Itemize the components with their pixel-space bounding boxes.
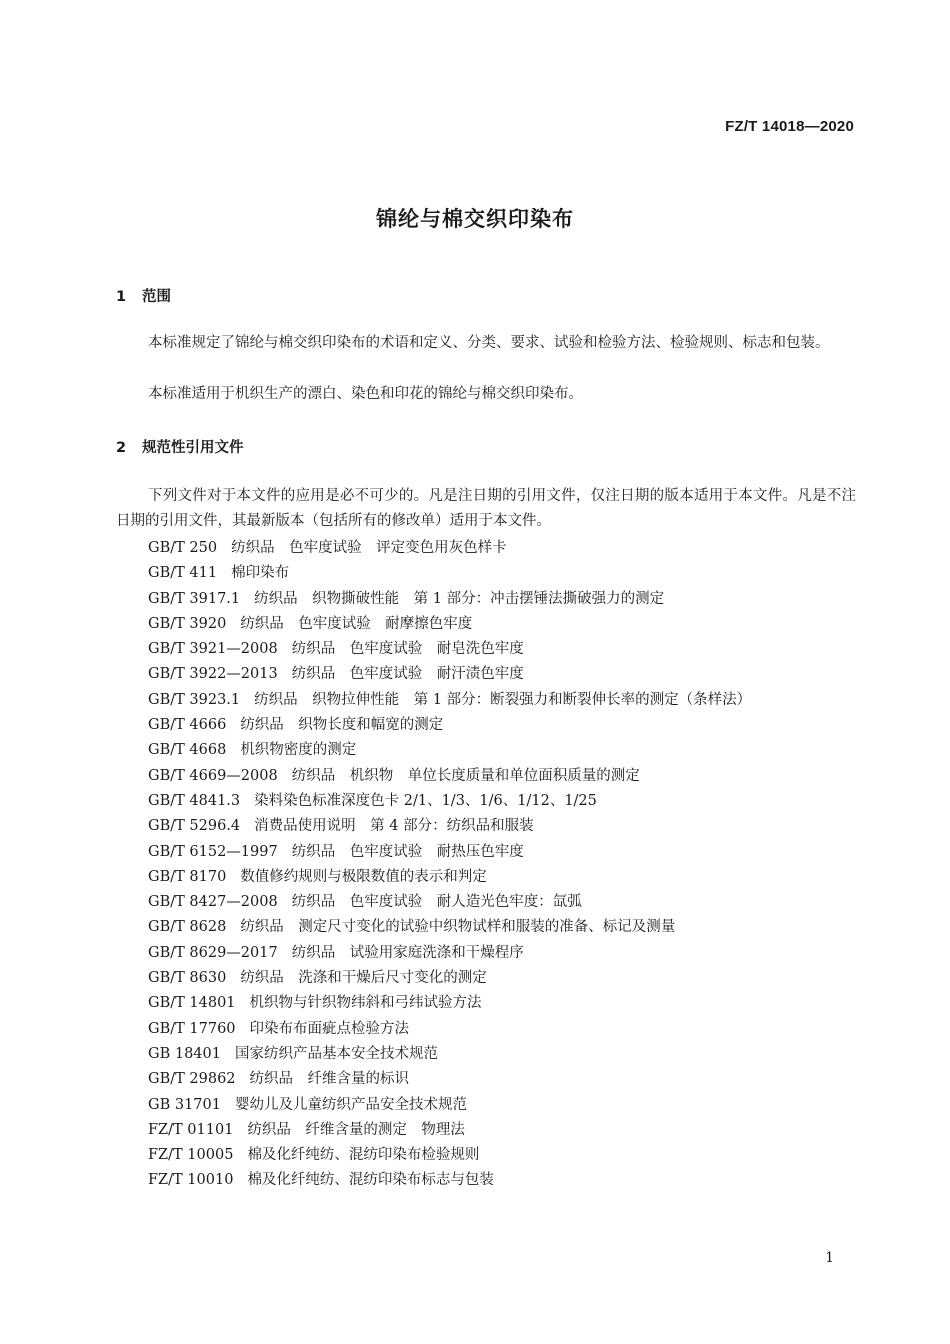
reference-title: 纺织品 机织物 单位长度质量和单位面积质量的测定 — [291, 767, 640, 784]
reference-title: 纺织品 试验用家庭洗涤和干燥程序 — [291, 944, 524, 961]
reference-code: GB/T 3921—2008 — [148, 641, 278, 658]
reference-title: 纺织品 色牢度试验 耐皂洗色牢度 — [291, 641, 524, 658]
reference-code: GB/T 8629—2017 — [148, 944, 278, 961]
reference-item — [148, 991, 751, 1016]
reference-item — [148, 612, 751, 637]
document-title: 锦纶与棉交织印染布 — [376, 207, 574, 231]
reference-item — [148, 966, 751, 991]
reference-code: GB/T 4841.3 — [148, 792, 241, 809]
reference-code: GB/T 4669—2008 — [148, 767, 278, 784]
reference-item — [148, 1067, 751, 1092]
reference-title: 棉及化纤纯纺、混纺印染布标志与包装 — [247, 1172, 494, 1189]
reference-code: GB/T 4666 — [148, 717, 227, 734]
reference-item — [148, 1143, 751, 1168]
reference-code: GB/T 14801 — [148, 995, 236, 1012]
reference-code: GB/T 8630 — [148, 970, 227, 987]
reference-item — [148, 536, 751, 561]
reference-code: GB/T 29862 — [148, 1071, 236, 1088]
reference-item — [148, 637, 751, 662]
reference-item — [148, 1118, 751, 1143]
reference-code: GB/T 411 — [148, 565, 218, 582]
reference-item — [148, 1168, 751, 1193]
page-number: 1 — [825, 1250, 834, 1266]
reference-title: 纺织品 色牢度试验 评定变色用灰色样卡 — [231, 540, 507, 556]
reference-code: GB/T 5296.4 — [148, 818, 241, 835]
reference-title: 纺织品 织物撕破性能 第 1 部分：冲击摆锤法撕破强力的测定 — [254, 590, 665, 607]
reference-title: 印染布布面疵点检验方法 — [249, 1020, 410, 1037]
reference-title: 纺织品 纤维含量的测定 物理法 — [247, 1121, 465, 1138]
reference-title: 染料染色标准深度色卡 2/1、1/3、1/6、1/12、1/25 — [254, 792, 597, 809]
reference-item — [148, 865, 751, 890]
reference-item — [148, 915, 751, 940]
reference-title: 数值修约规则与极限数值的表示和判定 — [240, 868, 487, 885]
reference-code: GB/T 250 — [148, 540, 218, 556]
reference-title: 纺织品 色牢度试验 耐热压色牢度 — [291, 843, 524, 860]
section-number: 1 — [116, 289, 127, 305]
reference-item — [148, 561, 751, 586]
section-title: 范围 — [142, 289, 171, 305]
reference-title: 国家纺织产品基本安全技术规范 — [234, 1045, 438, 1062]
reference-item — [148, 1093, 751, 1118]
reference-code: GB 18401 — [148, 1045, 221, 1062]
reference-code: FZ/T 01101 — [148, 1121, 234, 1138]
reference-code: GB/T 4668 — [148, 742, 227, 759]
reference-item — [148, 713, 751, 738]
reference-item — [148, 764, 751, 789]
reference-code: GB/T 8628 — [148, 919, 227, 936]
scope-paragraph-2: 本标准适用于机织生产的漂白、染色和印花的锦纶与棉交织印染布。 — [148, 386, 583, 402]
reference-title: 纺织品 色牢度试验 耐人造光色牢度：氙弧 — [291, 894, 582, 911]
section-heading-normative-refs — [116, 436, 244, 457]
reference-code: GB/T 8170 — [148, 868, 227, 885]
reference-item — [148, 738, 751, 763]
reference-item — [148, 1042, 751, 1067]
reference-title: 婴幼儿及儿童纺织产品安全技术规范 — [234, 1096, 467, 1113]
reference-code: GB 31701 — [148, 1096, 221, 1113]
reference-item — [148, 840, 751, 865]
reference-item — [148, 789, 751, 814]
reference-title: 棉及化纤纯纺、混纺印染布检验规则 — [247, 1147, 480, 1164]
reference-code: GB/T 6152—1997 — [148, 843, 278, 860]
reference-title: 纺织品 测定尺寸变化的试验中织物试样和服装的准备、标记及测量 — [240, 919, 676, 936]
reference-title: 纺织品 织物拉伸性能 第 1 部分：断裂强力和断裂伸长率的测定（条样法） — [254, 691, 752, 708]
scope-paragraph-1: 本标准规定了锦纶与棉交织印染布的术语和定义、分类、要求、试验和检验方法、检验规则、标志和包装。 — [148, 335, 830, 351]
reference-code: GB/T 17760 — [148, 1020, 236, 1037]
reference-item — [148, 587, 751, 612]
reference-item — [148, 1017, 751, 1042]
reference-code: FZ/T 10005 — [148, 1147, 234, 1164]
reference-code: GB/T 3917.1 — [148, 590, 241, 607]
reference-code: GB/T 3922—2013 — [148, 666, 278, 683]
reference-title: 棉印染布 — [231, 565, 290, 582]
reference-title: 机织物与针织物纬斜和弓纬试验方法 — [249, 995, 482, 1012]
reference-code: FZ/T 10010 — [148, 1172, 234, 1189]
section-title: 规范性引用文件 — [142, 440, 244, 456]
reference-title: 纺织品 纤维含量的标识 — [249, 1071, 410, 1088]
reference-code: GB/T 8427—2008 — [148, 894, 278, 911]
normative-refs-intro: 下列文件对于本文件的应用是必不可少的。凡是注日期的引用文件，仅注日期的版本适用于本文件。凡是不注日期的引用文件，其最新版本（包括所有的修改单）适用于本文件。 — [116, 488, 856, 529]
reference-item — [148, 941, 751, 966]
standard-code: FZ/T 14018—2020 — [725, 118, 854, 135]
reference-title: 机织物密度的测定 — [240, 742, 357, 759]
reference-item — [148, 662, 751, 687]
reference-item — [148, 814, 751, 839]
reference-item — [148, 890, 751, 915]
reference-title: 纺织品 色牢度试验 耐摩擦色牢度 — [240, 615, 473, 632]
reference-title: 纺织品 洗涤和干燥后尺寸变化的测定 — [240, 970, 487, 987]
section-heading-scope — [116, 285, 171, 306]
reference-title: 纺织品 色牢度试验 耐汗渍色牢度 — [291, 666, 524, 683]
reference-item — [148, 688, 751, 713]
section-number: 2 — [116, 440, 127, 456]
reference-code: GB/T 3920 — [148, 615, 227, 632]
reference-code: GB/T 3923.1 — [148, 691, 241, 708]
reference-list — [148, 536, 751, 1194]
reference-title: 消费品使用说明 第 4 部分：纺织品和服装 — [254, 818, 534, 835]
reference-title: 纺织品 织物长度和幅宽的测定 — [240, 717, 444, 734]
